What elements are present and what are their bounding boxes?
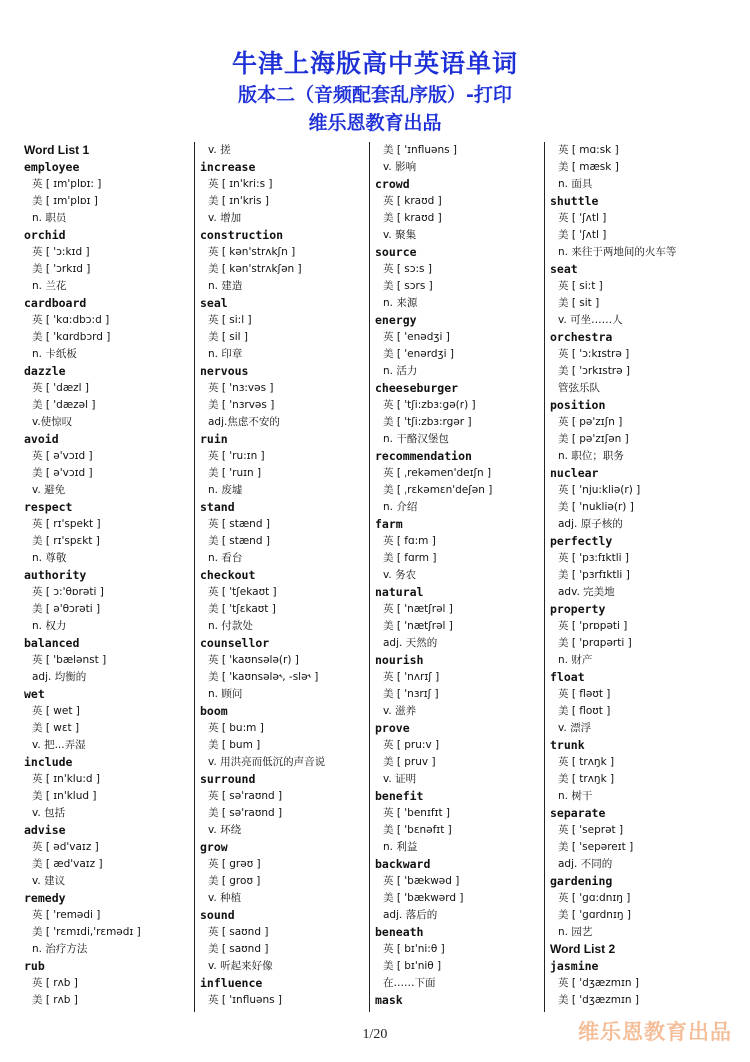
word-detail-line: v. 可坐……人 [558,314,623,326]
word-detail-line: 英 [ grəʊ ] [208,858,261,870]
word-detail-line: 英 [ 'nʌrɪʃ ] [383,671,440,683]
word-detail-line: 美 [ 'kaʊnsələ˞, -slə˞ ] [208,671,319,683]
word-detail-line: 美 [ fɑrm ] [383,552,437,564]
word-detail-line: 美 [ rʌb ] [32,994,78,1006]
word-column-3 [375,142,535,1009]
word-headword: sound [200,908,235,922]
word-detail-line: 美 [ ɪm'plɒɪ ] [32,195,98,207]
word-headword: boom [200,704,228,718]
word-detail-line: v. 种植 [208,892,242,904]
word-detail-line: 美 [ æd'vaɪz ] [32,858,103,870]
word-headword: counsellor [200,636,270,650]
word-detail-line: 美 [ ə'θɔrəti ] [32,603,101,615]
word-headword: perfectly [550,534,613,548]
word-detail-line: 英 [ ɪn'klu:d ] [32,773,101,785]
word-detail-line: n. 园艺 [558,926,593,938]
word-headword: advise [24,823,66,837]
word-detail-line: 英 [ sə'raʊnd ] [208,790,283,802]
word-detail-line: adv. 完美地 [558,586,615,598]
document-subtitle: 版本二（音频配套乱序版）-打印 [238,84,512,106]
word-detail-line: v. 搓 [208,144,231,156]
word-detail-line: 英 [ si:l ] [208,314,252,326]
word-detail-line: v. 漂浮 [558,722,592,734]
word-detail-line: 美 [ 'ruɪn ] [208,467,262,479]
word-detail-line: 英 [ 'seprət ] [558,824,624,836]
word-detail-line: 美 [ rɪ'spɛkt ] [32,535,100,547]
word-detail-line: v. 影响 [383,161,417,173]
word-headword: jasmine [550,959,599,973]
word-detail-line: n. 利益 [383,841,418,853]
word-detail-line: 英 [ 'bækwəd ] [383,875,460,887]
word-detail-line: 英 [ ɔ:'θɒrəti ] [32,586,104,598]
word-detail-line: 英 [ əd'vaɪz ] [32,841,99,853]
word-headword: float [550,670,585,684]
column-divider [544,142,545,1012]
word-headword: include [24,755,73,769]
word-detail-line: 英 [ 'dæzl ] [32,382,89,394]
word-detail-line: 美 [ 'bɛnəfɪt ] [383,824,452,836]
word-detail-line: 美 [ 'nætʃrəl ] [383,620,453,632]
word-detail-line: 英 [ 'nju:kliə(r) ] [558,484,641,496]
word-detail-line: 英 [ kən'strʌkʃn ] [208,246,296,258]
word-headword: nuclear [550,466,599,480]
word-detail-line: 英 [ 'nætʃrəl ] [383,603,453,615]
word-detail-line: 英 [ 'dʒæzmɪn ] [558,977,639,989]
word-detail-line: 英 [ stænd ] [208,518,270,530]
word-detail-line: 英 [ mɑ:sk ] [558,144,619,156]
page-number: 1/20 [362,1027,388,1042]
publisher-name: 维乐恩教育出品 [308,112,442,134]
word-detail-line: v. 建议 [32,875,66,887]
word-detail-line: v. 环绕 [208,824,242,836]
word-detail-line: n. 权力 [32,620,67,632]
word-detail-line: n. 面具 [558,178,593,190]
word-detail-line: n. 来源 [383,297,418,309]
word-detail-line: 英 [ trʌŋk ] [558,756,615,768]
word-detail-line: 美 [ 'gɑrdnɪŋ ] [558,909,631,921]
word-headword: orchestra [550,330,613,344]
word-column-2 [200,142,360,1009]
word-detail-line: n. 财产 [558,654,593,666]
word-detail-line: 美 [ 'bækwərd ] [383,892,464,904]
word-headword: authority [24,568,87,582]
word-detail-line: adj.焦虑不安的 [208,416,280,428]
word-detail-line: adj. 落后的 [383,909,438,921]
word-detail-line: 美 [ 'ʃʌtl ] [558,229,607,241]
word-detail-line: 美 [ 'kɑrdbɔrd ] [32,331,111,343]
word-detail-line: v. 聚集 [383,229,417,241]
word-detail-line: 英 [ bu:m ] [208,722,264,734]
word-headword: recommendation [375,449,472,463]
word-detail-line: adj. 天然的 [383,637,438,649]
word-headword: stand [200,500,235,514]
word-detail-line: 美 [ 'tʃi:zbɜ:rgər ] [383,416,472,428]
word-headword: wet [24,687,45,701]
word-detail-line: 英 [ ə'vɔɪd ] [32,450,93,462]
word-detail-line: n. 职员 [32,212,67,224]
word-detail-line: 英 [ fləʊt ] [558,688,611,700]
word-headword: respect [24,500,73,514]
word-detail-line: v. 用洪亮而低沉的声音说 [208,756,326,768]
word-list-heading: Word List 2 [550,942,616,956]
word-headword: mask [375,993,403,1007]
word-detail-line: 美 [ sɔrs ] [383,280,433,292]
word-detail-line: adj. 原子核的 [558,518,623,530]
word-detail-line: 管弦乐队 [558,382,600,394]
word-detail-line: n. 废墟 [208,484,243,496]
word-detail-line: 美 [ ɪn'kris ] [208,195,269,207]
word-headword: trunk [550,738,585,752]
word-detail-line: 美 [ kən'strʌkʃən ] [208,263,302,275]
word-detail-line: 美 [ sə'raʊnd ] [208,807,283,819]
word-detail-line: 美 [ pə'zɪʃən ] [558,433,629,445]
word-headword: benefit [375,789,424,803]
word-detail-line: v. 增加 [208,212,242,224]
word-detail-line: n. 建造 [208,280,243,292]
word-headword: surround [200,772,256,786]
document-title: 牛津上海版高中英语单词 [231,49,518,78]
word-detail-line: 美 [ ˌrɛkəmɛn'deʃən ] [383,484,493,496]
word-detail-line: v. 包括 [32,807,66,819]
word-detail-line: n. 树干 [558,790,593,802]
word-detail-line: v. 务农 [383,569,417,581]
word-headword: beneath [375,925,424,939]
word-detail-line: 美 [ sil ] [208,331,249,343]
word-detail-line: n. 顾问 [208,688,243,700]
word-detail-line: v. 证明 [383,773,417,785]
word-headword: seal [200,296,228,310]
word-detail-line: 英 [ 'nɜ:vəs ] [208,382,274,394]
word-detail-line: 英 [ rʌb ] [32,977,78,989]
word-detail-line: 美 [ 'sepəreɪt ] [558,841,634,853]
word-detail-line: 美 [ 'nukliə(r) ] [558,501,634,513]
word-detail-line: 美 [ pruv ] [383,756,436,768]
word-detail-line: 英 [ si:t ] [558,280,603,292]
word-detail-line: 英 [ fɑ:m ] [383,535,436,547]
word-detail-line: 美 [ ə'vɔɪd ] [32,467,93,479]
word-headword: nervous [200,364,249,378]
word-detail-line: 英 [ 'benɪfɪt ] [383,807,450,819]
word-detail-line: 美 [ trʌŋk ] [558,773,615,785]
word-detail-line: n. 看台 [208,552,243,564]
word-headword: ruin [200,432,228,446]
word-headword: influence [200,976,263,990]
word-column-4 [550,142,710,1009]
word-detail-line: 美 [ floʊt ] [558,705,611,717]
word-headword: seat [550,262,578,276]
word-detail-line: n. 兰花 [32,280,67,292]
word-detail-line: n. 介绍 [383,501,418,513]
word-detail-line: 美 [ 'pɜrfɪktli ] [558,569,630,581]
word-detail-line: 英 [ 'gɑ:dnɪŋ ] [558,892,631,904]
word-detail-line: 英 [ ˌrekəmen'deɪʃn ] [383,467,492,479]
word-detail-line: v. 避免 [32,484,66,496]
word-detail-line: 美 [ bɪ'niθ ] [383,960,442,972]
word-headword: property [550,602,606,616]
word-detail-line: 英 [ pə'zɪʃn ] [558,416,623,428]
word-detail-line: 英 [ 'kɑ:dbɔ:d ] [32,314,110,326]
word-detail-line: v.使惊叹 [32,416,73,428]
column-divider [194,142,195,1012]
word-detail-line: v. 把...弄湿 [32,739,86,751]
word-detail-line: 在……下面 [383,977,436,989]
word-headword: separate [550,806,606,820]
word-headword: remedy [24,891,66,905]
word-detail-line: v. 滋养 [383,705,417,717]
word-detail-line: 美 [ 'ɔrkɪd ] [32,263,91,275]
word-detail-line: n. 付款处 [208,620,253,632]
word-detail-line: 美 [ wɛt ] [32,722,80,734]
word-headword: cardboard [24,296,87,310]
word-detail-line: n. 尊敬 [32,552,67,564]
word-headword: rub [24,959,45,973]
word-detail-line: 美 [ groʊ ] [208,875,261,887]
word-detail-line: v. 听起来好像 [208,960,273,972]
word-detail-line: 英 [ 'ru:ɪn ] [208,450,265,462]
word-detail-line: 美 [ kraʊd ] [383,212,442,224]
word-headword: avoid [24,432,59,446]
column-divider [369,142,370,1012]
word-headword: nourish [375,653,424,667]
word-headword: farm [375,517,403,531]
word-headword: dazzle [24,364,66,378]
word-headword: backward [375,857,431,871]
word-headword: crowd [375,177,410,191]
word-detail-line: 美 [ 'dæzəl ] [32,399,96,411]
word-headword: position [550,398,606,412]
word-detail-line: 美 [ 'prɑpərti ] [558,637,632,649]
word-detail-line: 美 [ bum ] [208,739,261,751]
word-detail-line: n. 卡纸板 [32,348,77,360]
word-detail-line: 英 [ 'tʃekaʊt ] [208,586,277,598]
word-detail-line: n. 干酪汉堡包 [383,433,449,445]
word-detail-line: 美 [ mæsk ] [558,161,619,173]
word-detail-line: 英 [ 'pɜ:fɪktli ] [558,552,630,564]
word-detail-line: 英 [ ɪn'kri:s ] [208,178,273,190]
word-headword: energy [375,313,417,327]
word-detail-line: 美 [ ɪn'klud ] [32,790,97,802]
word-headword: gardening [550,874,613,888]
word-headword: cheeseburger [375,381,459,395]
word-detail-line: 英 [ 'bælənst ] [32,654,107,666]
word-detail-line: 英 [ 'kaʊnsələ(r) ] [208,654,299,666]
word-detail-line: 美 [ sit ] [558,297,600,309]
word-detail-line: 美 [ 'nɜrɪʃ ] [383,688,439,700]
word-detail-line: 英 [ 'ɔ:kɪstrə ] [558,348,630,360]
word-detail-line: 英 [ 'remədi ] [32,909,101,921]
word-detail-line: 英 [ rɪ'spekt ] [32,518,101,530]
word-detail-line: n. 来往于两地间的火车等 [558,246,677,258]
word-detail-line: n. 治疗方法 [32,943,88,955]
word-detail-line: 英 [ sɔ:s ] [383,263,432,275]
word-detail-line: 美 [ 'ɪnfluəns ] [383,144,458,156]
word-detail-line: 英 [ 'enədʒi ] [383,331,450,343]
word-detail-line: adj. 均衡的 [32,671,87,683]
word-headword: increase [200,160,256,174]
word-detail-line: 英 [ pru:v ] [383,739,440,751]
word-detail-line: 英 [ bɪ'ni:θ ] [383,943,445,955]
word-detail-line: adj. 不同的 [558,858,613,870]
word-detail-line: n. 职位；职务 [558,450,624,462]
word-detail-line: 美 [ 'dʒæzmɪn ] [558,994,639,1006]
word-headword: checkout [200,568,256,582]
word-column-1 [24,142,184,1009]
word-detail-line: 美 [ 'rɛmɪdi,'rɛmədɪ ] [32,926,141,938]
word-detail-line: 英 [ kraʊd ] [383,195,442,207]
word-headword: orchid [24,228,66,242]
word-detail-line: 英 [ saʊnd ] [208,926,269,938]
word-detail-line: n. 活力 [383,365,418,377]
word-detail-line: 英 [ 'prɒpəti ] [558,620,628,632]
word-detail-line: 英 [ ɪm'plɒɪ: ] [32,178,102,190]
word-detail-line: 英 [ wet ] [32,705,80,717]
word-detail-line: 英 [ 'ɪnfluəns ] [208,994,283,1006]
word-detail-line: 英 [ 'tʃi:zbɜ:gə(r) ] [383,399,476,411]
word-detail-line: 英 [ 'ɔ:kɪd ] [32,246,90,258]
word-headword: prove [375,721,410,735]
word-detail-line: 美 [ 'nɜrvəs ] [208,399,275,411]
word-detail-line: 英 [ 'ʃʌtl ] [558,212,607,224]
word-headword: shuttle [550,194,599,208]
word-detail-line: 美 [ saʊnd ] [208,943,269,955]
word-detail-line: 美 [ stænd ] [208,535,270,547]
watermark-logo: 维乐恩教育出品 [578,1020,732,1044]
word-headword: grow [200,840,228,854]
word-headword: source [375,245,417,259]
word-headword: natural [375,585,424,599]
word-detail-line: 美 [ 'tʃɛkaʊt ] [208,603,276,615]
word-detail-line: 美 [ 'ɔrkɪstrə ] [558,365,631,377]
word-headword: employee [24,160,80,174]
word-detail-line: n. 印章 [208,348,243,360]
word-list-heading: Word List 1 [24,143,90,157]
word-headword: balanced [24,636,80,650]
word-headword: construction [200,228,284,242]
word-detail-line: 美 [ 'enərdʒi ] [383,348,454,360]
